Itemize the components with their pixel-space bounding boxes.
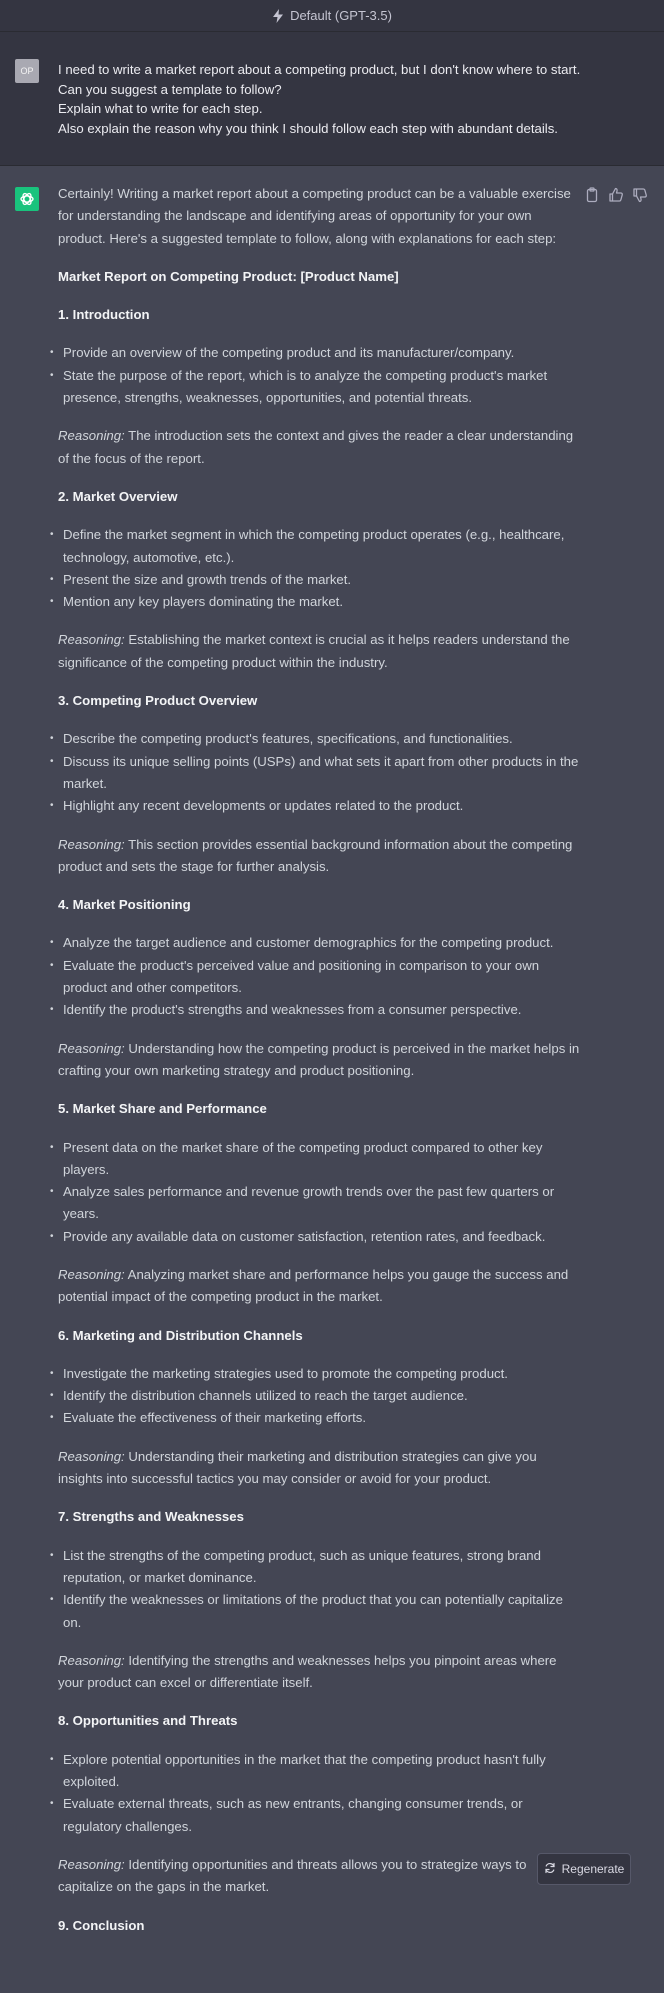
- reasoning-paragraph: [58, 629, 580, 674]
- list-item: • Investigate the marketing strategies used to promote the competing product.: [58, 1363, 580, 1385]
- list-item: • Analyze sales performance and revenue growth trends over the past few quarters or years.: [58, 1181, 580, 1226]
- section-heading: 6. Marketing and Distribution Channels: [58, 1327, 303, 1343]
- section-heading: 9. Conclusion: [58, 1917, 145, 1933]
- reasoning-label: Reasoning:: [58, 1266, 125, 1282]
- list-item: • Provide any available data on customer satisfaction, retention rates, and feedback.: [58, 1226, 580, 1248]
- list-item: • Identify the product's strengths and weaknesses from a consumer perspective.: [58, 999, 580, 1021]
- reasoning-paragraph: [58, 1650, 580, 1695]
- reasoning-text: The introduction sets the context and gives the reader a clear understanding of the focus of the report.: [58, 428, 574, 466]
- section-heading: 5. Market Share and Performance: [58, 1101, 267, 1117]
- reasoning-text: Understanding how the competing product is perceived in the market helps in crafting your own marketing strategy and product positioning.: [58, 1040, 580, 1078]
- reasoning-text: Analyzing market share and performance helps you gauge the success and potential impact of the competing product in the market.: [58, 1266, 569, 1305]
- user-message-text: [58, 60, 644, 138]
- reasoning-paragraph: [58, 1038, 580, 1083]
- reasoning-label: Reasoning:: [58, 632, 125, 648]
- section-heading: 8. Opportunities and Threats: [58, 1713, 238, 1729]
- intro-paragraph: Certainly! Writing a market report about a competing product can be a valuable exercise for understanding the landscape and identifying areas of opportunity for your own product. Here's a suggested template to follow, along with explanations for each step:: [58, 186, 571, 246]
- list-item: • Discuss its unique selling points (USPs) and what sets it apart from other products in the market.: [58, 751, 580, 796]
- reasoning-text: Establishing the market context is crucial as it helps readers understand the significance of the competing product within the industry.: [58, 632, 570, 670]
- list-item: • State the purpose of the report, which is to analyze the competing product's market presence, strengths, weaknesses, opportunities, and potential threats.: [58, 365, 580, 410]
- reasoning-paragraph: [58, 1446, 580, 1491]
- bullet-list: [58, 524, 580, 613]
- regenerate-button[interactable]: [537, 1853, 631, 1885]
- user-message-line: I need to write a market report about a competing product, but I don't know where to start.: [58, 62, 581, 77]
- reasoning-text: Identifying the strengths and weaknesses helps you pinpoint areas where your product can excel or differentiate itself.: [58, 1652, 557, 1691]
- list-item: • Identify the weaknesses or limitations of the product that you can potentially capitalize on.: [58, 1589, 580, 1634]
- report-title: Market Report on Competing Product: [Product Name]: [58, 268, 399, 284]
- bullet-list: [58, 1749, 580, 1838]
- assistant-message: [0, 166, 664, 1993]
- bullet-list: [58, 1363, 580, 1430]
- reasoning-label: Reasoning:: [58, 1040, 125, 1056]
- report-sections: [58, 304, 580, 1898]
- reasoning-paragraph: [58, 834, 580, 879]
- reasoning-label: Reasoning:: [58, 1448, 125, 1464]
- user-message-line: Also explain the reason why you think I should follow each step with abundant details.: [58, 120, 558, 136]
- user-message-line: Can you suggest a template to follow?: [58, 81, 282, 97]
- bullet-list: [58, 728, 580, 817]
- section-heading: 3. Competing Product Overview: [58, 693, 258, 709]
- reasoning-paragraph: [58, 1264, 580, 1309]
- list-item: • Identify the distribution channels utilized to reach the target audience.: [58, 1385, 580, 1407]
- list-item: • Evaluate the product's perceived value and positioning in comparison to your own product and other competitors.: [58, 955, 580, 1000]
- list-item: • Explore potential opportunities in the market that the competing product hasn't fully exploited.: [58, 1749, 580, 1794]
- reasoning-text: Understanding their marketing and distribution strategies can give you insights into successful tactics you may consider or avoid for your product.: [58, 1448, 537, 1487]
- user-message: [0, 32, 664, 166]
- list-item: • Evaluate the effectiveness of their marketing efforts.: [58, 1407, 580, 1429]
- bullet-list: [58, 932, 580, 1021]
- bolt-icon: [272, 9, 284, 23]
- section-heading: 2. Market Overview: [58, 488, 178, 504]
- user-message-line: Explain what to write for each step.: [58, 101, 263, 116]
- section-heading: 7. Strengths and Weaknesses: [58, 1509, 244, 1525]
- assistant-message-text: [58, 183, 580, 1937]
- list-item: • Describe the competing product's features, specifications, and functionalities.: [58, 728, 580, 750]
- reasoning-label: Reasoning:: [58, 836, 125, 852]
- list-item: • Highlight any recent developments or updates related to the product.: [58, 795, 580, 817]
- list-item: • Evaluate external threats, such as new entrants, changing consumer trends, or regulatory challenges.: [58, 1793, 580, 1838]
- regenerate-label: Regenerate: [561, 1862, 625, 1876]
- bullet-list: [58, 342, 580, 409]
- user-avatar: OP: [15, 59, 39, 83]
- list-item: • List the strengths of the competing product, such as unique features, strong brand reputation, or market dominance.: [58, 1545, 580, 1590]
- reasoning-label: Reasoning:: [58, 428, 125, 444]
- reasoning-label: Reasoning:: [58, 1856, 125, 1872]
- reasoning-text: This section provides essential background information about the competing product and sets the stage for further analysis.: [58, 836, 573, 874]
- reasoning-label: Reasoning:: [58, 1652, 125, 1668]
- list-item: • Mention any key players dominating the market.: [58, 591, 580, 613]
- reasoning-paragraph: [58, 425, 580, 470]
- reasoning-paragraph: [58, 1854, 580, 1899]
- reasoning-text: Identifying opportunities and threats allows you to strategize ways to capitalize on the gaps in the market.: [58, 1856, 527, 1895]
- list-item: • Present the size and growth trends of the market.: [58, 569, 580, 591]
- bullet-list: [58, 1137, 580, 1248]
- model-header[interactable]: [0, 0, 664, 32]
- list-item: • Present data on the market share of the competing product compared to other key players.: [58, 1137, 580, 1182]
- refresh-icon: [544, 1862, 556, 1877]
- section-heading: 4. Market Positioning: [58, 897, 191, 913]
- bullet-list: [58, 1545, 580, 1634]
- model-label: Default (GPT-3.5): [290, 8, 392, 23]
- list-item: • Analyze the target audience and customer demographics for the competing product.: [58, 932, 580, 954]
- section-heading: 1. Introduction: [58, 307, 150, 323]
- list-item: • Define the market segment in which the competing product operates (e.g., healthcare, technology, automotive, etc.).: [58, 524, 580, 569]
- list-item: • Provide an overview of the competing product and its manufacturer/company.: [58, 342, 580, 364]
